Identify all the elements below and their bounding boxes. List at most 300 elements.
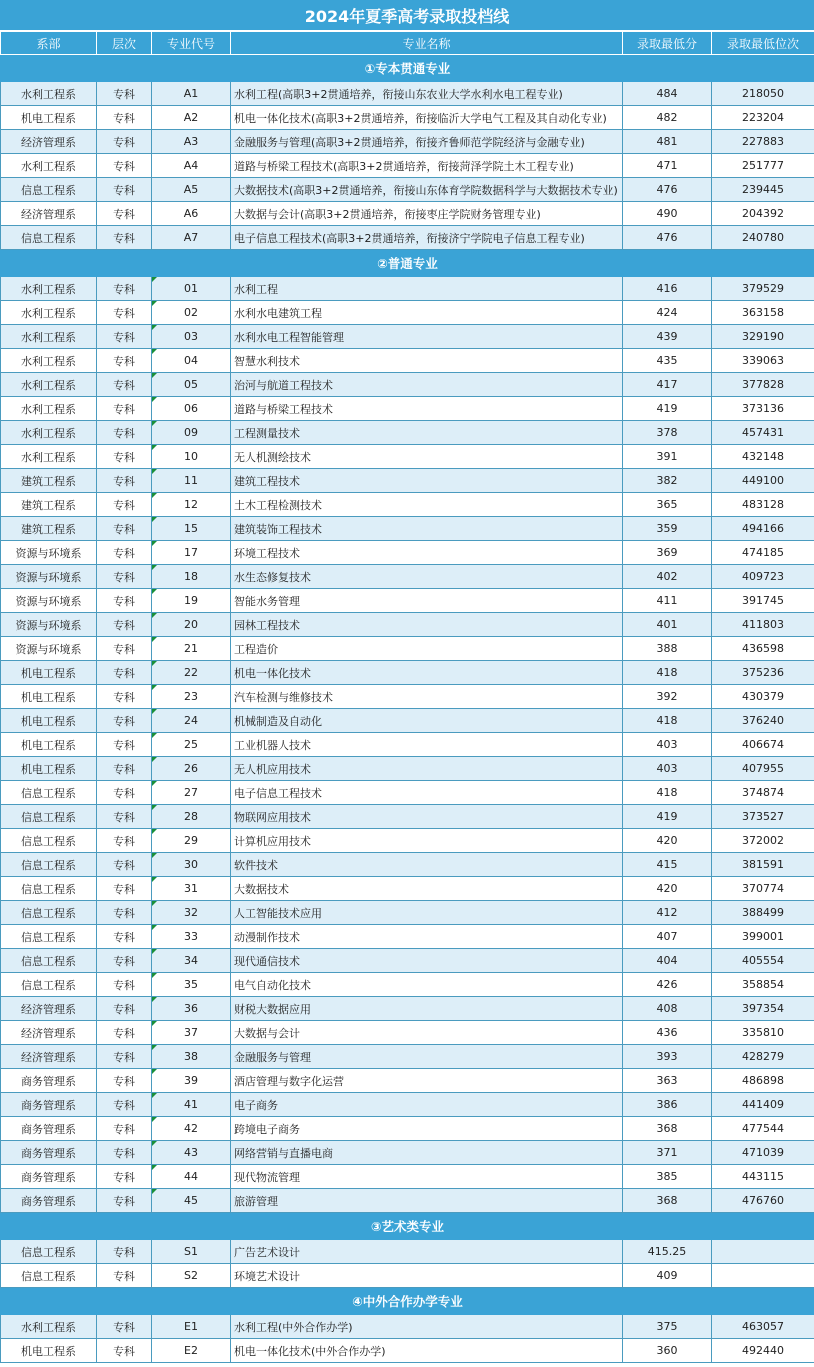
cell-min-rank: 474185	[712, 541, 814, 565]
table-row	[1, 1093, 814, 1117]
cell-min-rank: 374874	[712, 781, 814, 805]
cell-min-score: 404	[623, 949, 712, 973]
cell-major-code-text: A1	[183, 87, 199, 100]
table-row	[1, 733, 814, 757]
cell-major-code	[152, 925, 231, 949]
cell-min-rank: 449100	[712, 469, 814, 493]
cell-major-code	[152, 949, 231, 973]
table-row	[1, 589, 814, 613]
cell-min-score: 402	[623, 565, 712, 589]
cell-department: 商务管理系	[1, 1093, 97, 1117]
cell-min-score: 439	[623, 325, 712, 349]
cell-major-name: 旅游管理	[231, 1189, 623, 1213]
cell-min-rank: 399001	[712, 925, 814, 949]
cell-major-code	[152, 130, 231, 154]
table-row	[1, 397, 814, 421]
table-row	[1, 613, 814, 637]
cell-department: 信息工程系	[1, 853, 97, 877]
cell-min-score: 412	[623, 901, 712, 925]
cell-level: 专科	[97, 349, 152, 373]
cell-major-name: 无人机测绘技术	[231, 445, 623, 469]
cell-marker-icon	[152, 349, 157, 354]
cell-major-code	[152, 277, 231, 301]
cell-marker-icon	[152, 925, 157, 930]
cell-marker-icon	[152, 997, 157, 1002]
cell-major-code-text: 18	[184, 570, 198, 583]
cell-major-name: 大数据与会计	[231, 1021, 623, 1045]
cell-marker-icon	[152, 709, 157, 714]
cell-min-score: 420	[623, 877, 712, 901]
table-row	[1, 325, 814, 349]
cell-major-name: 机电一体化技术(中外合作办学)	[231, 1339, 623, 1363]
cell-level: 专科	[97, 1069, 152, 1093]
cell-level: 专科	[97, 397, 152, 421]
cell-min-rank: 476760	[712, 1189, 814, 1213]
cell-department: 商务管理系	[1, 1117, 97, 1141]
cell-major-code-text: A5	[183, 183, 199, 196]
cell-min-rank: 329190	[712, 325, 814, 349]
cell-min-rank: 430379	[712, 685, 814, 709]
cell-major-name: 水利水电建筑工程	[231, 301, 623, 325]
cell-min-rank: 436598	[712, 637, 814, 661]
cell-marker-icon	[152, 1093, 157, 1098]
cell-min-rank: 471039	[712, 1141, 814, 1165]
cell-major-name: 动漫制作技术	[231, 925, 623, 949]
cell-major-code	[152, 901, 231, 925]
cell-min-rank: 457431	[712, 421, 814, 445]
cell-department: 商务管理系	[1, 1189, 97, 1213]
cell-major-name: 软件技术	[231, 853, 623, 877]
cell-major-code	[152, 805, 231, 829]
cell-marker-icon	[152, 637, 157, 642]
cell-marker-icon	[152, 589, 157, 594]
admission-table	[0, 31, 814, 1363]
cell-min-score: 386	[623, 1093, 712, 1117]
page-title: 2024年夏季高考录取投档线	[0, 0, 814, 31]
table-row	[1, 1315, 814, 1339]
cell-min-score: 401	[623, 613, 712, 637]
cell-department: 水利工程系	[1, 301, 97, 325]
table-row	[1, 1117, 814, 1141]
cell-min-rank: 363158	[712, 301, 814, 325]
cell-major-code-text: 23	[184, 690, 198, 703]
cell-major-name: 电子信息工程技术	[231, 781, 623, 805]
table-row	[1, 685, 814, 709]
cell-level: 专科	[97, 1141, 152, 1165]
cell-min-rank: 411803	[712, 613, 814, 637]
table-row	[1, 130, 814, 154]
section-label: ④中外合作办学专业	[1, 1288, 814, 1315]
cell-major-name: 电子商务	[231, 1093, 623, 1117]
cell-department: 信息工程系	[1, 949, 97, 973]
cell-major-code-text: 12	[184, 498, 198, 511]
cell-major-code-text: 42	[184, 1122, 198, 1135]
cell-major-code	[152, 1069, 231, 1093]
cell-major-code	[152, 589, 231, 613]
cell-department: 机电工程系	[1, 709, 97, 733]
cell-department: 机电工程系	[1, 733, 97, 757]
cell-major-name: 机电一体化技术(高职3+2贯通培养，衔接临沂大学电气工程及其自动化专业)	[231, 106, 623, 130]
cell-major-code	[152, 469, 231, 493]
cell-marker-icon	[152, 901, 157, 906]
cell-marker-icon	[152, 1189, 157, 1194]
cell-major-name: 水生态修复技术	[231, 565, 623, 589]
cell-min-rank: 376240	[712, 709, 814, 733]
cell-department: 机电工程系	[1, 757, 97, 781]
cell-department: 水利工程系	[1, 154, 97, 178]
cell-major-code-text: 45	[184, 1194, 198, 1207]
cell-level: 专科	[97, 877, 152, 901]
cell-major-code-text: 20	[184, 618, 198, 631]
table-row	[1, 709, 814, 733]
table-row	[1, 445, 814, 469]
cell-major-code	[152, 781, 231, 805]
cell-min-score: 415	[623, 853, 712, 877]
cell-marker-icon	[152, 373, 157, 378]
cell-major-code	[152, 373, 231, 397]
cell-marker-icon	[152, 325, 157, 330]
cell-major-code	[152, 82, 231, 106]
table-row	[1, 421, 814, 445]
cell-major-code	[152, 1141, 231, 1165]
cell-major-name: 环境艺术设计	[231, 1264, 623, 1288]
cell-major-code	[152, 733, 231, 757]
table-row	[1, 106, 814, 130]
cell-major-name: 计算机应用技术	[231, 829, 623, 853]
cell-department: 机电工程系	[1, 685, 97, 709]
cell-min-score: 365	[623, 493, 712, 517]
cell-level: 专科	[97, 445, 152, 469]
cell-department: 建筑工程系	[1, 469, 97, 493]
cell-min-score: 435	[623, 349, 712, 373]
cell-marker-icon	[152, 805, 157, 810]
cell-major-code-text: 21	[184, 642, 198, 655]
cell-min-score: 382	[623, 469, 712, 493]
table-row	[1, 805, 814, 829]
cell-min-score: 490	[623, 202, 712, 226]
cell-major-name: 建筑工程技术	[231, 469, 623, 493]
cell-major-name: 酒店管理与数字化运营	[231, 1069, 623, 1093]
cell-level: 专科	[97, 421, 152, 445]
cell-level: 专科	[97, 1117, 152, 1141]
cell-min-rank: 379529	[712, 277, 814, 301]
cell-marker-icon	[152, 1165, 157, 1170]
cell-department: 信息工程系	[1, 877, 97, 901]
cell-level: 专科	[97, 637, 152, 661]
header-level: 层次	[97, 32, 152, 55]
cell-min-score: 481	[623, 130, 712, 154]
cell-min-score: 403	[623, 733, 712, 757]
cell-major-code	[152, 325, 231, 349]
cell-min-rank: 251777	[712, 154, 814, 178]
table-row	[1, 82, 814, 106]
cell-major-code-text: 01	[184, 282, 198, 295]
cell-department: 商务管理系	[1, 1165, 97, 1189]
cell-marker-icon	[152, 469, 157, 474]
cell-department: 建筑工程系	[1, 517, 97, 541]
cell-major-code-text: 26	[184, 762, 198, 775]
cell-major-code-text: 38	[184, 1050, 198, 1063]
cell-min-score: 418	[623, 661, 712, 685]
table-row	[1, 469, 814, 493]
table-row	[1, 1141, 814, 1165]
cell-min-score: 393	[623, 1045, 712, 1069]
cell-level: 专科	[97, 1045, 152, 1069]
cell-min-rank: 339063	[712, 349, 814, 373]
cell-level: 专科	[97, 1315, 152, 1339]
cell-major-code-text: 24	[184, 714, 198, 727]
cell-min-rank: 373136	[712, 397, 814, 421]
cell-major-name: 现代物流管理	[231, 1165, 623, 1189]
cell-department: 商务管理系	[1, 1069, 97, 1093]
cell-min-rank: 218050	[712, 82, 814, 106]
cell-min-rank: 381591	[712, 853, 814, 877]
cell-min-score: 407	[623, 925, 712, 949]
cell-major-code-text: 05	[184, 378, 198, 391]
cell-department: 资源与环境系	[1, 565, 97, 589]
cell-min-score: 368	[623, 1189, 712, 1213]
cell-marker-icon	[152, 301, 157, 306]
table-row	[1, 301, 814, 325]
cell-major-code	[152, 1240, 231, 1264]
cell-major-code	[152, 973, 231, 997]
cell-major-code-text: 35	[184, 978, 198, 991]
cell-min-score: 418	[623, 709, 712, 733]
cell-major-code-text: 04	[184, 354, 198, 367]
cell-department: 水利工程系	[1, 82, 97, 106]
cell-min-score: 416	[623, 277, 712, 301]
cell-major-name: 治河与航道工程技术	[231, 373, 623, 397]
cell-major-code-text: 11	[184, 474, 198, 487]
cell-major-name: 机械制造及自动化	[231, 709, 623, 733]
cell-major-name: 汽车检测与维修技术	[231, 685, 623, 709]
cell-department: 资源与环境系	[1, 613, 97, 637]
cell-major-code-text: E1	[184, 1320, 198, 1333]
cell-min-rank: 239445	[712, 178, 814, 202]
section-header	[1, 1288, 814, 1315]
cell-marker-icon	[152, 1045, 157, 1050]
cell-level: 专科	[97, 178, 152, 202]
cell-min-score: 385	[623, 1165, 712, 1189]
cell-department: 水利工程系	[1, 397, 97, 421]
cell-department: 水利工程系	[1, 349, 97, 373]
table-row	[1, 154, 814, 178]
cell-major-name: 园林工程技术	[231, 613, 623, 637]
table-row	[1, 541, 814, 565]
header-min-score: 录取最低分	[623, 32, 712, 55]
cell-level: 专科	[97, 541, 152, 565]
cell-marker-icon	[152, 613, 157, 618]
cell-min-rank: 432148	[712, 445, 814, 469]
table-row	[1, 202, 814, 226]
cell-marker-icon	[152, 877, 157, 882]
table-row	[1, 373, 814, 397]
cell-marker-icon	[152, 829, 157, 834]
cell-min-rank	[712, 1240, 814, 1264]
cell-major-code-text: 28	[184, 810, 198, 823]
cell-min-rank: 463057	[712, 1315, 814, 1339]
cell-major-name: 金融服务与管理(高职3+2贯通培养，衔接齐鲁师范学院经济与金融专业)	[231, 130, 623, 154]
cell-department: 机电工程系	[1, 661, 97, 685]
cell-marker-icon	[152, 781, 157, 786]
cell-major-code	[152, 637, 231, 661]
cell-min-score: 363	[623, 1069, 712, 1093]
cell-department: 水利工程系	[1, 421, 97, 445]
table-row	[1, 493, 814, 517]
cell-major-code	[152, 829, 231, 853]
cell-min-rank: 388499	[712, 901, 814, 925]
cell-major-code	[152, 397, 231, 421]
cell-major-code-text: 37	[184, 1026, 198, 1039]
cell-min-score: 471	[623, 154, 712, 178]
cell-department: 机电工程系	[1, 106, 97, 130]
cell-min-score: 371	[623, 1141, 712, 1165]
cell-major-code-text: 02	[184, 306, 198, 319]
cell-major-code	[152, 661, 231, 685]
cell-marker-icon	[152, 1069, 157, 1074]
cell-level: 专科	[97, 202, 152, 226]
cell-department: 经济管理系	[1, 130, 97, 154]
cell-major-code-text: 06	[184, 402, 198, 415]
cell-min-rank: 486898	[712, 1069, 814, 1093]
cell-major-code-text: E2	[184, 1344, 198, 1357]
cell-marker-icon	[152, 445, 157, 450]
cell-department: 水利工程系	[1, 277, 97, 301]
cell-major-code	[152, 709, 231, 733]
cell-marker-icon	[152, 565, 157, 570]
cell-major-code	[152, 493, 231, 517]
cell-major-code-text: 10	[184, 450, 198, 463]
cell-major-code-text: 39	[184, 1074, 198, 1087]
cell-department: 信息工程系	[1, 1264, 97, 1288]
cell-department: 信息工程系	[1, 805, 97, 829]
cell-level: 专科	[97, 997, 152, 1021]
cell-min-rank: 223204	[712, 106, 814, 130]
cell-level: 专科	[97, 301, 152, 325]
cell-major-name: 智能水务管理	[231, 589, 623, 613]
cell-major-code-text: 33	[184, 930, 198, 943]
cell-major-code-text: 22	[184, 666, 198, 679]
cell-marker-icon	[152, 541, 157, 546]
cell-major-name: 土木工程检测技术	[231, 493, 623, 517]
cell-min-rank: 492440	[712, 1339, 814, 1363]
cell-department: 水利工程系	[1, 325, 97, 349]
cell-min-rank: 240780	[712, 226, 814, 250]
cell-level: 专科	[97, 1264, 152, 1288]
cell-department: 信息工程系	[1, 901, 97, 925]
section-header	[1, 55, 814, 82]
cell-min-score: 419	[623, 397, 712, 421]
cell-min-rank	[712, 1264, 814, 1288]
cell-min-score: 388	[623, 637, 712, 661]
cell-min-rank: 477544	[712, 1117, 814, 1141]
cell-level: 专科	[97, 661, 152, 685]
table-body	[1, 55, 814, 1363]
cell-level: 专科	[97, 106, 152, 130]
table-row	[1, 1189, 814, 1213]
cell-level: 专科	[97, 517, 152, 541]
cell-min-rank: 373527	[712, 805, 814, 829]
cell-major-name: 现代通信技术	[231, 949, 623, 973]
cell-department: 信息工程系	[1, 226, 97, 250]
cell-level: 专科	[97, 829, 152, 853]
cell-major-name: 道路与桥梁工程技术(高职3+2贯通培养，衔接菏泽学院土木工程专业)	[231, 154, 623, 178]
cell-min-score: 369	[623, 541, 712, 565]
cell-major-code-text: 30	[184, 858, 198, 871]
cell-min-rank: 407955	[712, 757, 814, 781]
cell-major-name: 工程测量技术	[231, 421, 623, 445]
cell-major-name: 大数据与会计(高职3+2贯通培养，衔接枣庄学院财务管理专业)	[231, 202, 623, 226]
cell-min-score: 419	[623, 805, 712, 829]
cell-min-score: 484	[623, 82, 712, 106]
cell-department: 信息工程系	[1, 925, 97, 949]
cell-major-code-text: 43	[184, 1146, 198, 1159]
cell-major-name: 水利工程	[231, 277, 623, 301]
cell-major-code-text: 19	[184, 594, 198, 607]
cell-min-score: 426	[623, 973, 712, 997]
cell-major-code-text: A6	[183, 207, 199, 220]
table-row	[1, 757, 814, 781]
table-row	[1, 1069, 814, 1093]
cell-major-code-text: A2	[183, 111, 199, 124]
cell-min-score: 476	[623, 178, 712, 202]
cell-min-score: 360	[623, 1339, 712, 1363]
cell-min-score: 424	[623, 301, 712, 325]
section-label: ②普通专业	[1, 250, 814, 277]
cell-major-code	[152, 853, 231, 877]
cell-level: 专科	[97, 469, 152, 493]
cell-major-code	[152, 997, 231, 1021]
cell-major-name: 跨境电子商务	[231, 1117, 623, 1141]
table-row	[1, 517, 814, 541]
cell-min-score: 418	[623, 781, 712, 805]
cell-min-score: 436	[623, 1021, 712, 1045]
cell-major-code	[152, 445, 231, 469]
table-row	[1, 781, 814, 805]
cell-department: 经济管理系	[1, 997, 97, 1021]
cell-major-code	[152, 421, 231, 445]
cell-major-code-text: 15	[184, 522, 198, 535]
cell-level: 专科	[97, 709, 152, 733]
cell-major-code-text: A3	[183, 135, 199, 148]
table-row	[1, 925, 814, 949]
cell-level: 专科	[97, 154, 152, 178]
cell-major-code-text: S2	[184, 1269, 198, 1282]
cell-marker-icon	[152, 1117, 157, 1122]
cell-min-rank: 406674	[712, 733, 814, 757]
cell-level: 专科	[97, 493, 152, 517]
cell-level: 专科	[97, 1165, 152, 1189]
cell-marker-icon	[152, 1141, 157, 1146]
cell-major-name: 水利水电工程智能管理	[231, 325, 623, 349]
cell-major-name: 网络营销与直播电商	[231, 1141, 623, 1165]
cell-major-name: 道路与桥梁工程技术	[231, 397, 623, 421]
cell-major-code	[152, 154, 231, 178]
cell-min-rank: 494166	[712, 517, 814, 541]
cell-major-name: 大数据技术(高职3+2贯通培养，衔接山东体育学院数据科学与大数据技术专业)	[231, 178, 623, 202]
cell-department: 水利工程系	[1, 1315, 97, 1339]
cell-major-code-text: 36	[184, 1002, 198, 1015]
cell-level: 专科	[97, 130, 152, 154]
cell-department: 信息工程系	[1, 781, 97, 805]
section-header	[1, 250, 814, 277]
table-row	[1, 949, 814, 973]
section-label: ③艺术类专业	[1, 1213, 814, 1240]
cell-level: 专科	[97, 853, 152, 877]
cell-marker-icon	[152, 421, 157, 426]
table-row	[1, 1339, 814, 1363]
cell-department: 经济管理系	[1, 202, 97, 226]
